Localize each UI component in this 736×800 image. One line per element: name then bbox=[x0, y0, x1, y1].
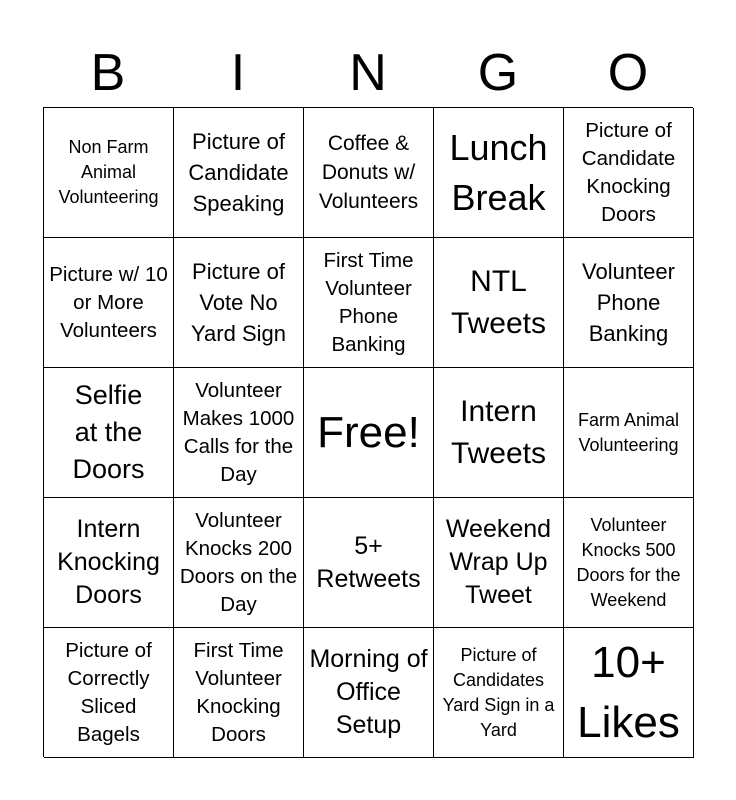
cell-text: Selfie at the Doors bbox=[72, 380, 145, 484]
bingo-cell-r1c5[interactable] bbox=[564, 108, 694, 238]
cell-text: Free! bbox=[317, 407, 420, 457]
bingo-cell-r4c4[interactable] bbox=[434, 498, 564, 628]
cell-text: Non Farm Animal Volunteering bbox=[58, 137, 159, 207]
cell-text: Volunteer Knocks 500 Doors for the Weekend bbox=[576, 514, 681, 610]
cell-text: Coffee & Donuts w/ Volunteers bbox=[318, 132, 419, 213]
bingo-cell-r4c1[interactable] bbox=[44, 498, 174, 628]
bingo-cell-r1c1[interactable] bbox=[44, 108, 174, 238]
header-letter-b: B bbox=[90, 44, 126, 102]
cell-text: Weekend Wrap Up Tweet bbox=[445, 515, 552, 609]
cell-text: Picture of Candidate Speaking bbox=[188, 129, 289, 216]
bingo-cell-r3c2[interactable] bbox=[174, 368, 304, 498]
cell-text: Picture of Correctly Sliced Bagels bbox=[65, 638, 152, 746]
cell-text: Intern Tweets bbox=[450, 394, 547, 470]
cell-text: Volunteer Makes 1000 Calls for the Day bbox=[182, 378, 295, 486]
bingo-cell-r5c5[interactable] bbox=[564, 628, 694, 758]
bingo-cell-r4c5[interactable] bbox=[564, 498, 694, 628]
bingo-cell-r3c3[interactable] bbox=[304, 368, 434, 498]
header-letter-n: N bbox=[349, 44, 387, 102]
bingo-cell-r1c2[interactable] bbox=[174, 108, 304, 238]
cell-text: Farm Animal Volunteering bbox=[577, 409, 680, 455]
bingo-cell-r2c1[interactable] bbox=[44, 238, 174, 368]
bingo-cell-r4c2[interactable] bbox=[174, 498, 304, 628]
header-letter-o: O bbox=[607, 44, 649, 102]
header-letter-g: G bbox=[477, 44, 519, 102]
bingo-cell-r5c3[interactable] bbox=[304, 628, 434, 758]
bingo-cell-r4c3[interactable] bbox=[304, 498, 434, 628]
bingo-cell-r5c1[interactable] bbox=[44, 628, 174, 758]
bingo-cell-r3c1[interactable] bbox=[44, 368, 174, 498]
cell-text: Lunch Break bbox=[449, 126, 548, 218]
cell-text: First Time Volunteer Knocking Doors bbox=[193, 638, 284, 746]
bingo-cell-r2c3[interactable] bbox=[304, 238, 434, 368]
bingo-cell-r5c2[interactable] bbox=[174, 628, 304, 758]
bingo-cell-r2c4[interactable] bbox=[434, 238, 564, 368]
cell-text: Picture of Vote No Yard Sign bbox=[191, 259, 286, 346]
cell-text: Intern Knocking Doors bbox=[57, 515, 160, 609]
bingo-cell-r2c5[interactable] bbox=[564, 238, 694, 368]
cell-text: NTL Tweets bbox=[450, 264, 547, 340]
cell-text: Picture of Candidates Yard Sign in a Yard bbox=[442, 644, 555, 740]
cell-text: Volunteer Knocks 200 Doors on the Day bbox=[179, 508, 298, 616]
bingo-cell-r3c5[interactable] bbox=[564, 368, 694, 498]
cell-text: Picture of Candidate Knocking Doors bbox=[581, 118, 676, 226]
cell-text: 5+ Retweets bbox=[316, 531, 421, 593]
cell-text: Morning of Office Setup bbox=[309, 645, 428, 739]
bingo-cell-r2c2[interactable] bbox=[174, 238, 304, 368]
bingo-cell-r1c3[interactable] bbox=[304, 108, 434, 238]
bingo-cell-r3c4[interactable] bbox=[434, 368, 564, 498]
cell-text: 10+ Likes bbox=[577, 637, 680, 747]
cell-text: First Time Volunteer Phone Banking bbox=[323, 248, 414, 356]
bingo-grid bbox=[43, 107, 693, 757]
bingo-header bbox=[43, 42, 693, 104]
bingo-cell-r5c4[interactable] bbox=[434, 628, 564, 758]
cell-text: Volunteer Phone Banking bbox=[582, 259, 675, 346]
bingo-cell-r1c4[interactable] bbox=[434, 108, 564, 238]
cell-text: Picture w/ 10 or More Volunteers bbox=[49, 262, 168, 342]
header-letter-i: I bbox=[230, 44, 246, 102]
